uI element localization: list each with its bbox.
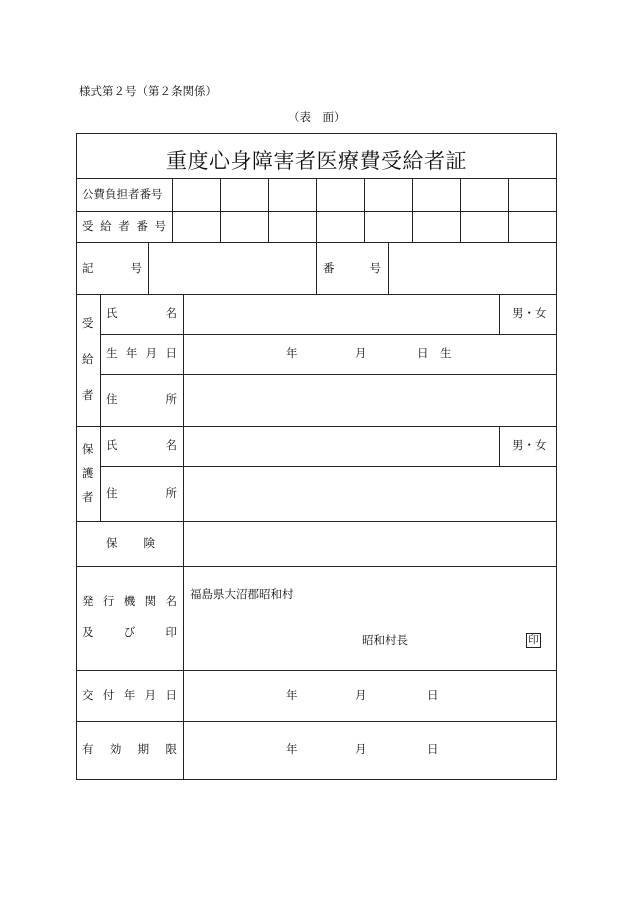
recipient-group-char-1: 受 (82, 316, 94, 330)
birth-born-unit: 生 (440, 346, 452, 360)
validity-year-unit: 年 (286, 742, 298, 756)
recipient-address-label: 住 所 (106, 392, 177, 406)
symbol-label: 記 号 (82, 261, 142, 275)
side-label: （表 面） (288, 110, 346, 124)
issue-year-unit: 年 (286, 688, 298, 702)
recipient-sex-options: 男・女 (512, 306, 547, 320)
recipient-group-char-3: 者 (82, 388, 94, 402)
guardian-group-char-1: 保 (82, 442, 94, 456)
seal-label: 及 び 印 (82, 625, 177, 639)
guardian-address-label: 住 所 (106, 486, 177, 500)
birth-month-unit: 月 (355, 346, 367, 360)
validity-label: 有 効 期 限 (82, 742, 177, 756)
recipient-birth-label: 生 年 月 日 (106, 346, 177, 360)
guardian-sex-options: 男・女 (512, 438, 547, 452)
seal-box: 印 (526, 633, 541, 648)
recipient-number-label: 受 給 者 番 号 (82, 219, 166, 233)
form-number: 様式第２号（第２条関係） (79, 84, 217, 98)
number-label: 番 号 (323, 261, 381, 275)
issue-day-unit: 日 (427, 688, 439, 702)
issuer-name: 福島県大沼郡昭和村 (190, 587, 294, 601)
issuer-label: 発 行 機 関 名 (82, 594, 177, 608)
issue-month-unit: 月 (355, 688, 367, 702)
guardian-group-char-2: 護 (82, 466, 94, 480)
birth-day-unit: 日 (417, 346, 429, 360)
recipient-name-label: 氏 名 (106, 306, 177, 320)
birth-year-unit: 年 (286, 346, 298, 360)
issuer-head: 昭和村長 (362, 633, 408, 647)
certificate-title: 重度心身障害者医療費受給者証 (166, 149, 467, 173)
issue-date-label: 交 付 年 月 日 (82, 688, 177, 702)
insurance-label: 保 険 (106, 536, 155, 550)
guardian-group-char-3: 者 (82, 490, 94, 504)
guardian-name-label: 氏 名 (106, 438, 177, 452)
recipient-group-char-2: 給 (82, 352, 94, 366)
burden-number-label: 公費負担者番号 (82, 187, 163, 201)
validity-day-unit: 日 (427, 742, 439, 756)
validity-month-unit: 月 (355, 742, 367, 756)
